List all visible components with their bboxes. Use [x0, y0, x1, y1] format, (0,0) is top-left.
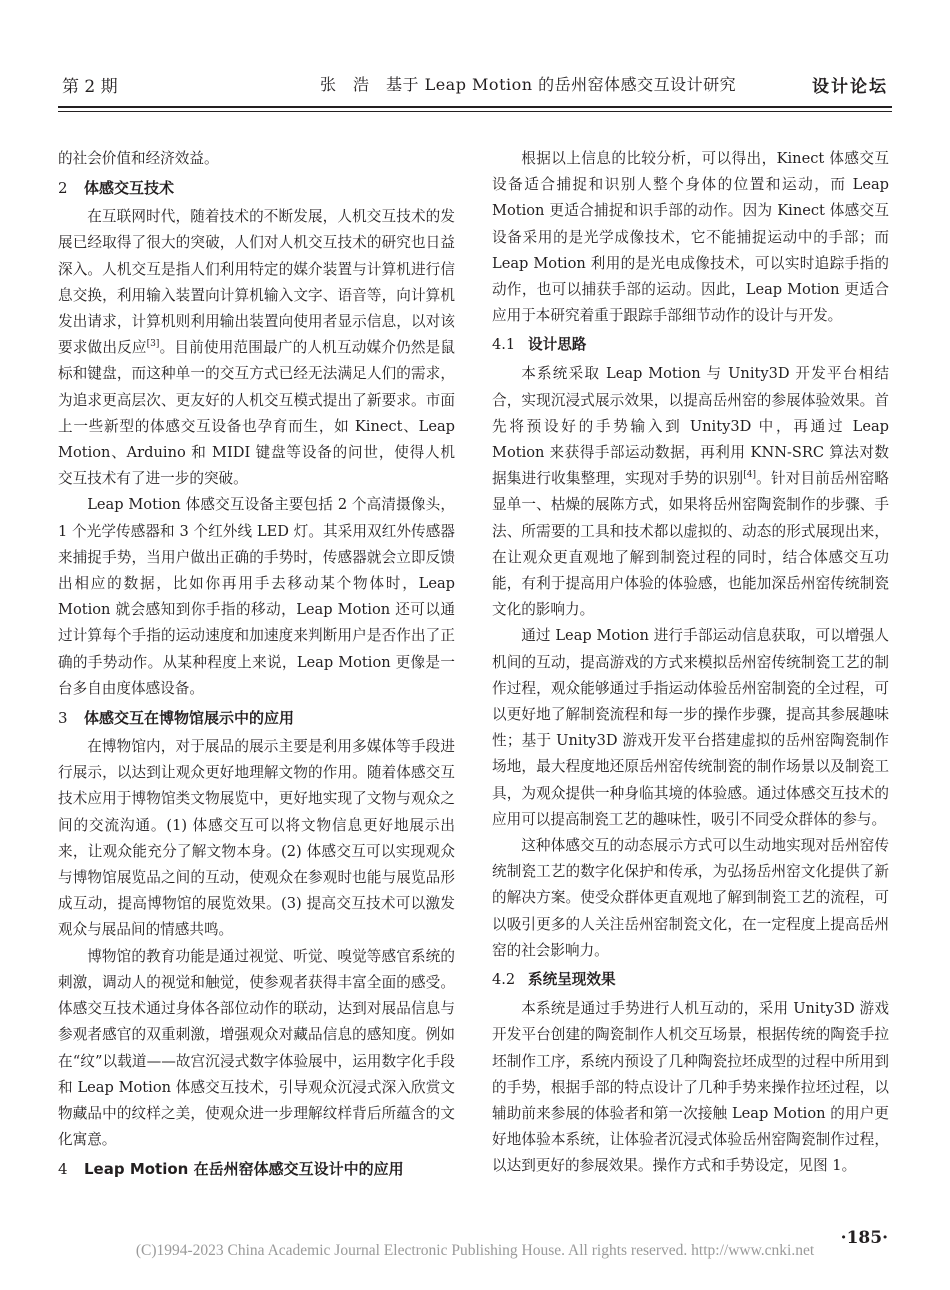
- section-heading-2: [58, 175, 455, 201]
- article-running-title: 张 浩 基于 Leap Motion 的岳州窑体感交互设计研究: [320, 75, 737, 94]
- section-heading-4-1: [492, 332, 889, 358]
- paragraph: 本系统是通过手势进行人机互动的，采用 Unity3D 游戏开发平台创建的陶瓷制作人机交互场景，根据传统的陶瓷手拉坯制作工序，系统内预设了几种陶瓷拉坯成型的过程中所用到的手势，根据手部的特点设计了几种手势来操作拉坯过程，以辅助前来参展的体验者和第一次接触 Leap Motion 的用户更好地体验本系统，让体验者沉浸式体验岳州窑陶瓷制作过程，以达到更好的参展效果。操作方式和手势设定，见图 1。: [492, 1000, 889, 1175]
- journal-section: 设计论坛: [812, 77, 888, 97]
- section-heading-3: [58, 705, 455, 731]
- paragraph-text: 。目前使用范围最广的人机互动媒介仍然是鼠标和键盘，而这种单一的交互方式已经无法满足人们的需求，为追求更高层次、更友好的人机交互模式提出了新要求。市面上一些新型的体感交互设备也孕育而生，如 Kinect、Leap Motion、Arduino 和 MIDI 键盘等设备的问世，使得人机交互技术有了进一步的突破。: [58, 339, 455, 488]
- section-title: 体感交互技术: [84, 179, 175, 198]
- section-number: 2: [58, 179, 68, 198]
- issue-number: 第 2 期: [62, 77, 118, 97]
- section-number: 4: [58, 1160, 68, 1179]
- left-column: [58, 146, 455, 1185]
- paragraph: Leap Motion 体感交互设备主要包括 2 个高清摄像头，1 个光学传感器和 3 个红外线 LED 灯。其采用双红外传感器来捕捉手势，当用户做出正确的手势时，传感器就会立即反馈出相应的数据，比如你再用手去移动某个物体时，Leap Motion 就会感知到你手指的移动，Leap Motion 还可以通过计算每个手指的运动速度和加速度来判断用户是否作出了正确的手势动作。从某种程度上来说，Leap Motion 更像是一台多自由度体感设备。: [58, 496, 455, 697]
- section-title: 设计思路: [528, 336, 587, 354]
- paragraph: [58, 204, 455, 492]
- paragraph: 博物馆的教育功能是通过视觉、听觉、嗅觉等感官系统的刺激，调动人的视觉和触觉，使参观者获得丰富全面的感受。体感交互技术通过身体各部位动作的联动，达到对展品信息与参观者感官的双重刺激，增强观众对藏品信息的感知度。例如在“纹”以载道——故宫沉浸式数字体验展中，运用数字化手段和 Leap Motion 体感交互技术，引导观众沉浸式深入欣赏文物藏品中的纹样之美，使观众进一步理解纹样背后所蕴含的文化寓意。: [58, 947, 455, 1149]
- section-title: 系统呈现效果: [528, 971, 616, 989]
- section-title: Leap Motion 在岳州窑体感交互设计中的应用: [84, 1160, 404, 1179]
- section-number: 4.1: [492, 336, 516, 354]
- paragraph-text: 在互联网时代，随着技术的不断发展，人机交互技术的发展已经取得了很大的突破，人们对人机交互技术的研究也日益深入。人机交互是指人们利用特定的媒介装置与计算机进行信息交换，利用输入装置向计算机输入文字、语音等，向计算机发出请求，计算机则利用输出装置向使用者显示信息，以对该要求做出反应: [58, 208, 455, 357]
- paragraph: [492, 361, 889, 623]
- paragraph: 根据以上信息的比较分析，可以得出，Kinect 体感交互设备适合捕捉和识别人整个身体的位置和运动，而 Leap Motion 更适合捕捉和识手部的动作。因为 Kinect 体感交互设备采用的是光学成像技术，它不能捕捉运动中的手部；而 Leap Motion 利用的是光电成像技术，可以实时追踪手指的动作，也可以捕获手部的运动。因此，Leap Motion 更适合应用于本研究着重于跟踪手部细节动作的设计与开发。: [492, 150, 889, 325]
- copyright-footer: (C)1994-2023 China Academic Journal Electronic Publishing House. All rights reserved. http://www.cnki.net: [135, 1242, 815, 1259]
- paragraph: 这种体感交互的动态展示方式可以生动地实现对岳州窑传统制瓷工艺的数字化保护和传承，为弘扬岳州窑文化提供了新的解决方案。使受众群体更直观地了解到制瓷工艺的流程，可以吸引更多的人关注岳州窑制瓷文化，在一定程度上提高岳州窑的社会影响力。: [492, 837, 889, 959]
- citation-ref: [3]: [146, 339, 160, 350]
- running-header: [62, 72, 888, 100]
- paragraph-text: 本系统采取 Leap Motion 与 Unity3D 开发平台相结合，实现沉浸式展示效果，以提高岳州窑的参展体验效果。首先将预设好的手势输入到 Unity3D 中，再通过 Leap Motion 来获得手部运动数据，再利用 KNN-SRC 算法对数据集进行收集整理，实现对手势的识别: [492, 365, 889, 488]
- paragraph: 的社会价值和经济效益。: [58, 150, 219, 167]
- section-title: 体感交互在博物馆展示中的应用: [84, 709, 295, 728]
- paragraph-text: 。针对目前岳州窑略显单一、枯燥的展陈方式，如果将岳州窑陶瓷制作的步骤、手法、所需要的工具和技术都以虚拟的、动态的形式展现出来，在让观众更直观地了解到制瓷过程的同时，结合体感交互功能，有利于提高用户体验的体验感，也能加深岳州窑传统制瓷文化的影响力。: [492, 470, 889, 619]
- citation-ref: [4]: [743, 470, 756, 481]
- section-heading-4: [58, 1156, 455, 1182]
- section-number: 4.2: [492, 971, 516, 989]
- paragraph: 在博物馆内，对于展品的展示主要是利用多媒体等手段进行展示，以达到让观众更好地理解文物的作用。随着体感交互技术应用于博物馆类文物展览中，更好地实现了文物与观众之间的交流沟通。(1) 体感交互可以将文物信息更好地展示出来，让观众能充分了解文物本身。(2) 体感交互可以实现观众与博物馆展览品之间的互动，使观众在参观时也能与展览品形成互动，提高博物馆的展览效果。(3) 提高交互技术可以激发观众与展品间的情感共鸣。: [58, 738, 455, 939]
- right-column: [492, 146, 889, 1180]
- section-number: 3: [58, 709, 68, 728]
- paragraph: 通过 Leap Motion 进行手部运动信息获取，可以增强人机间的互动，提高游戏的方式来模拟岳州窑传统制瓷工艺的制作过程，观众能够通过手指运动体验岳州窑制瓷的全过程，可以更好地了解制瓷流程和每一步的操作步骤，提高其参展趣味性；基于 Unity3D 游戏开发平台搭建虚拟的岳州窑陶瓷制作场地，最大程度地还原岳州窑传统制瓷的制作场景以及制瓷工具，为观众提供一种身临其境的体验感。通过体感交互技术的应用可以提高制瓷工艺的趣味性，吸引不同受众群体的参与。: [492, 627, 889, 828]
- page-number: ·185·: [840, 1228, 888, 1248]
- section-heading-4-2: [492, 967, 889, 993]
- header-rule-thin: [58, 111, 892, 112]
- header-rule-thick: [58, 106, 892, 108]
